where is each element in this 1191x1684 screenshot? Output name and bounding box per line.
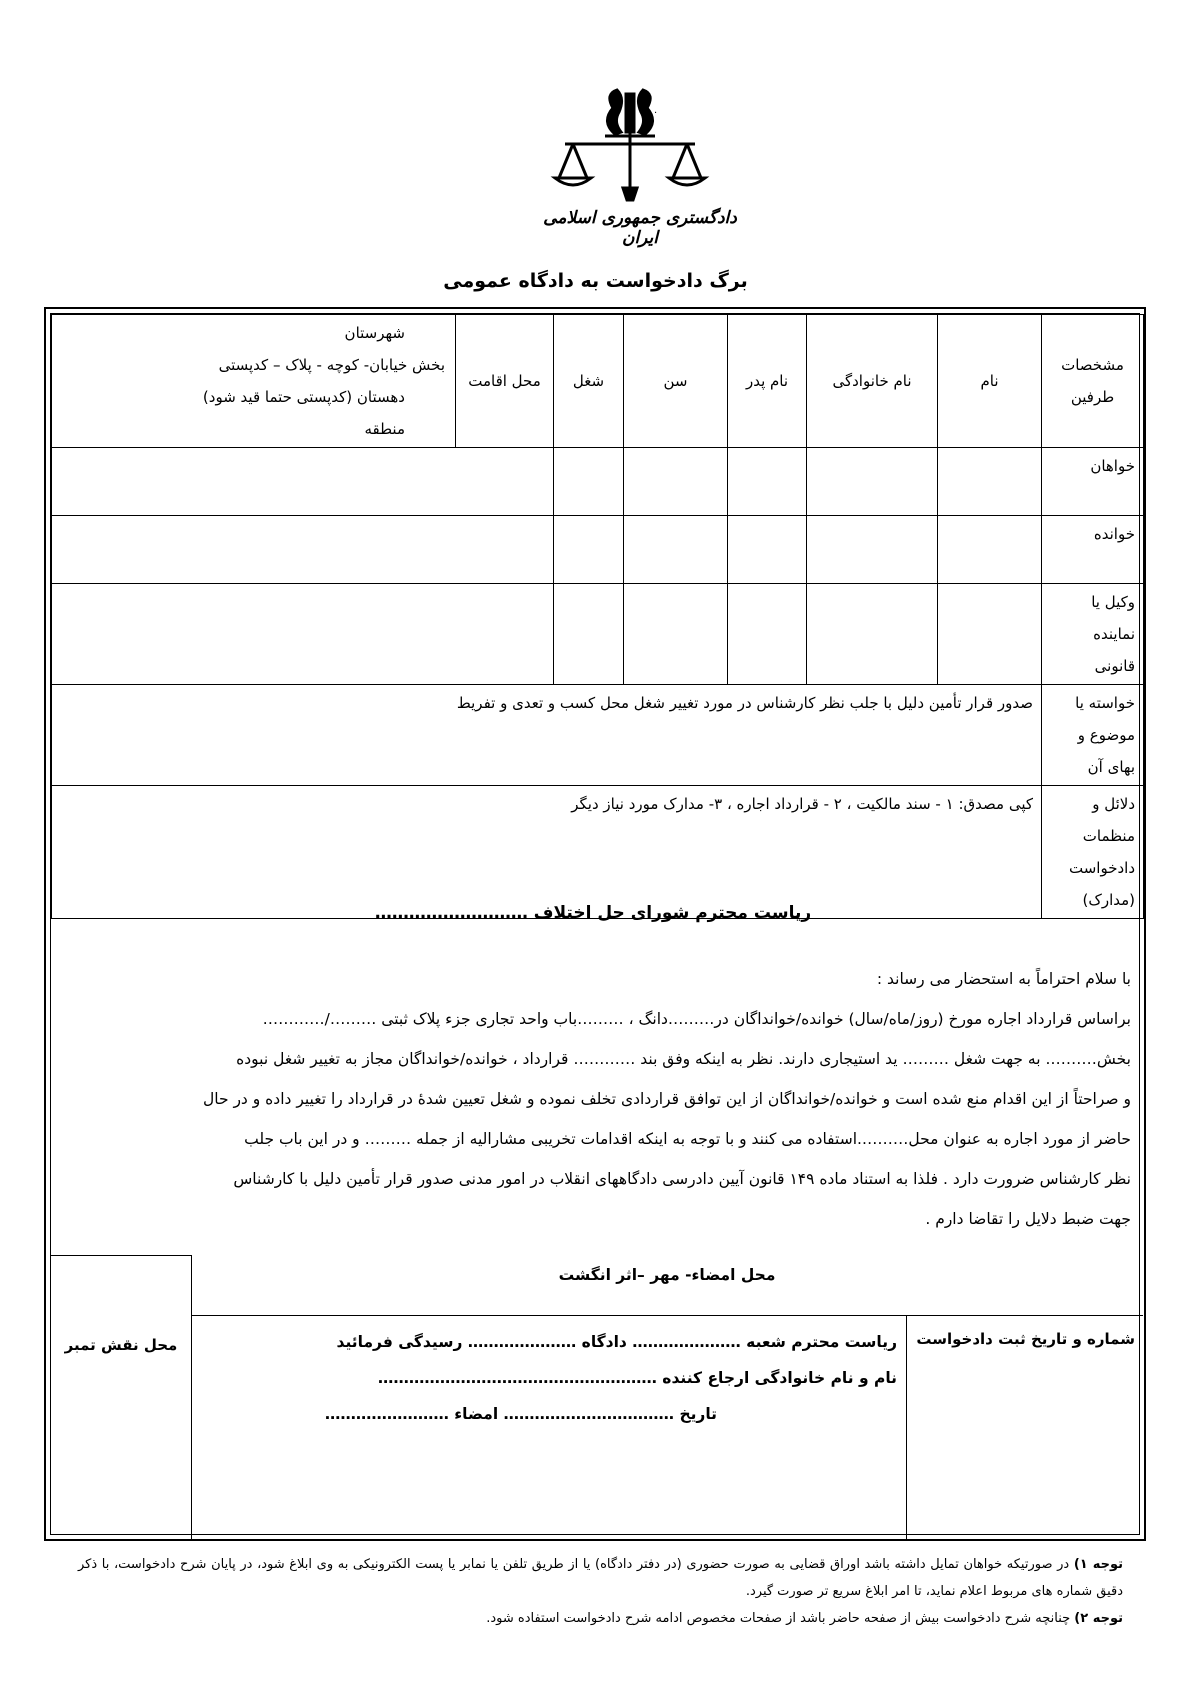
- lawyer-label-line: قانونی: [1094, 657, 1135, 675]
- form-inner-frame: [50, 313, 1140, 1535]
- address-city-label: شهرستان: [344, 324, 405, 342]
- subject-label: [1042, 685, 1144, 786]
- note-2: [78, 1605, 1123, 1632]
- defendant-row: [52, 516, 1144, 584]
- petition-line: براساس قرارداد اجاره مورخ (روز/ماه/سال) خوانده/خوانداگان در………دانگ ، ………باب واحد تجاری جزء پلاک ثبتی ………/…………: [262, 1010, 1131, 1028]
- petition-body[interactable]: [55, 953, 1131, 1239]
- subject-label-line: موضوع و: [1077, 726, 1135, 744]
- petition-heading: ریاست محترم شورای حل اختلاف ………………………: [374, 903, 812, 923]
- header-name: نام: [938, 315, 1042, 448]
- plaintiff-name-field[interactable]: [938, 448, 1042, 516]
- signature-label: محل امضاء- مهر –اثر انگشت: [558, 1266, 776, 1284]
- petition-line: و صراحتاً از این اقدام منع شده است و خوانده/خوانداگان از این توافق قراردادی تخلف نموده و شغل تعیین شدهٔ در قرارداد را تغییر داده و در حال: [202, 1090, 1131, 1108]
- defendant-name-field[interactable]: [938, 516, 1042, 584]
- defendant-father-field[interactable]: [728, 516, 807, 584]
- plaintiff-row: [52, 448, 1144, 516]
- evidence-label-line: (مدارک): [1082, 891, 1135, 909]
- header-specs: مشخصات طرفین: [1042, 315, 1144, 448]
- lawyer-family-field[interactable]: [807, 584, 938, 685]
- referrer-name-line[interactable]: نام و نام خانوادگی ارجاع کننده ………………………………………………: [377, 1369, 897, 1387]
- lawyer-label-line: وکیل یا: [1091, 593, 1135, 611]
- plaintiff-father-field[interactable]: [728, 448, 807, 516]
- petition-line: نظر کارشناس ضرورت دارد . فلذا به استناد ماده ۱۴۹ قانون آیین دادرسی دادگاههای انقلاب در امور مدنی صدور قرار تأمین دلیل با کارشناس: [233, 1170, 1131, 1188]
- notes-section: [78, 1551, 1123, 1632]
- evidence-label-line: منظمات: [1082, 827, 1135, 845]
- lawyer-row: [52, 584, 1144, 685]
- note-2-text: چنانچه شرح دادخواست بیش از صفحه حاضر باشد از صفحات مخصوص ادامه شرح دادخواست استفاده شود.: [486, 1611, 1075, 1626]
- lawyer-job-field[interactable]: [554, 584, 624, 685]
- referral-block: [201, 1324, 897, 1432]
- scan-speck: ·: [654, 108, 658, 119]
- petition-greeting: با سلام احتراماً به استحضار می رساند :: [876, 970, 1131, 988]
- lawyer-label: [1042, 584, 1144, 685]
- plaintiff-job-field[interactable]: [554, 448, 624, 516]
- form-frame: [44, 307, 1146, 1541]
- defendant-address-field[interactable]: [52, 516, 554, 584]
- lawyer-name-field[interactable]: [938, 584, 1042, 685]
- lawyer-label-line: نماینده: [1093, 625, 1135, 643]
- table-header-row: [52, 315, 1144, 448]
- header-job: شغل: [554, 315, 624, 448]
- header-address-details: [52, 315, 456, 448]
- subject-row: [52, 685, 1144, 786]
- evidence-label-line: دادخواست: [1068, 859, 1135, 877]
- evidence-value[interactable]: کپی مصدق: ۱ - سند مالکیت ، ۲ - قرارداد اجاره ، ۳- مدارک مورد نیاز دیگر: [52, 786, 1042, 919]
- note-2-label: توجه ۲): [1074, 1611, 1123, 1626]
- plaintiff-family-field[interactable]: [807, 448, 938, 516]
- petition-line: حاضر از مورد اجاره به عنوان محل……….استفاده می کنند و با توجه به اینکه اقدامات تخریبی مشارالیه از جمله ……… و در این باب جلب: [244, 1130, 1131, 1148]
- plaintiff-age-field[interactable]: [624, 448, 728, 516]
- evidence-label-line: دلائل و: [1092, 795, 1135, 813]
- note-1: [78, 1551, 1123, 1605]
- header-residence: محل اقامت: [456, 315, 554, 448]
- subject-label-line: خواسته یا: [1075, 694, 1135, 712]
- subject-label-line: بهای آن: [1087, 758, 1135, 776]
- lawyer-address-field[interactable]: [52, 584, 554, 685]
- defendant-age-field[interactable]: [624, 516, 728, 584]
- referral-date-sign-line[interactable]: تاریخ …………………………… امضاء ……………………: [324, 1405, 717, 1423]
- header-father-name: نام پدر: [728, 315, 807, 448]
- note-1-label: توجه ۱): [1073, 1557, 1123, 1572]
- defendant-label: خوانده: [1042, 516, 1144, 584]
- petition-line: بخش………. به جهت شغل ……… ید استیجاری دارند. نظر به اینکه وفق بند ………… قرارداد ، خوانده/خوانداگان مجاز به تغییر شغل نبوده: [236, 1050, 1131, 1068]
- address-street-label: بخش خیابان- کوچه - پلاک – کدپستی: [218, 356, 445, 374]
- registration-label: شماره و تاریخ ثبت دادخواست: [916, 1330, 1135, 1348]
- form-title: برگ دادخواست به دادگاه عمومی: [443, 270, 748, 292]
- stamp-label: محل نقش تمبر: [64, 1336, 178, 1354]
- signature-area: [191, 1266, 1143, 1540]
- stamp-box: [51, 1255, 192, 1540]
- address-district-label: دهستان (کدپستی حتما قید شود): [202, 388, 405, 406]
- bottom-section: [51, 1255, 1143, 1539]
- header-age: سن: [624, 315, 728, 448]
- lawyer-age-field[interactable]: [624, 584, 728, 685]
- petition-section: [47, 893, 1139, 1283]
- organization-name: دادگستری جمهوری اسلامی ایران: [543, 208, 737, 248]
- plaintiff-address-field[interactable]: [52, 448, 554, 516]
- registration-box: [906, 1316, 1143, 1540]
- subject-value[interactable]: صدور قرار تأمین دلیل با جلب نظر کارشناس در مورد تغییر شغل محل کسب و تعدی و تفریط: [52, 685, 1042, 786]
- petition-line: جهت ضبط دلایل را تقاضا دارم .: [925, 1210, 1131, 1228]
- header-family-name: نام خانوادگی: [807, 315, 938, 448]
- referral-branch-line[interactable]: ریاست محترم شعبه ………………… دادگاه ………………… رسیدگی فرمائید: [336, 1333, 897, 1351]
- lawyer-father-field[interactable]: [728, 584, 807, 685]
- address-region-label: منطقه: [364, 420, 405, 438]
- note-1-text: در صورتیکه خواهان تمایل داشته باشد اوراق قضایی به صورت حضوری (در دفتر دادگاه) یا از طریق تلفن یا نمابر یا پست الکترونیکی به وی ابلاغ شود، در پایان شرح دادخواست، با ذکر دقیق شماره های مربوط اعلام نماید، تا امر ابلاغ سریع تر صورت گیرد.: [78, 1557, 1123, 1599]
- defendant-job-field[interactable]: [554, 516, 624, 584]
- defendant-family-field[interactable]: [807, 516, 938, 584]
- parties-table: [51, 314, 1144, 919]
- plaintiff-label: خواهان: [1042, 448, 1144, 516]
